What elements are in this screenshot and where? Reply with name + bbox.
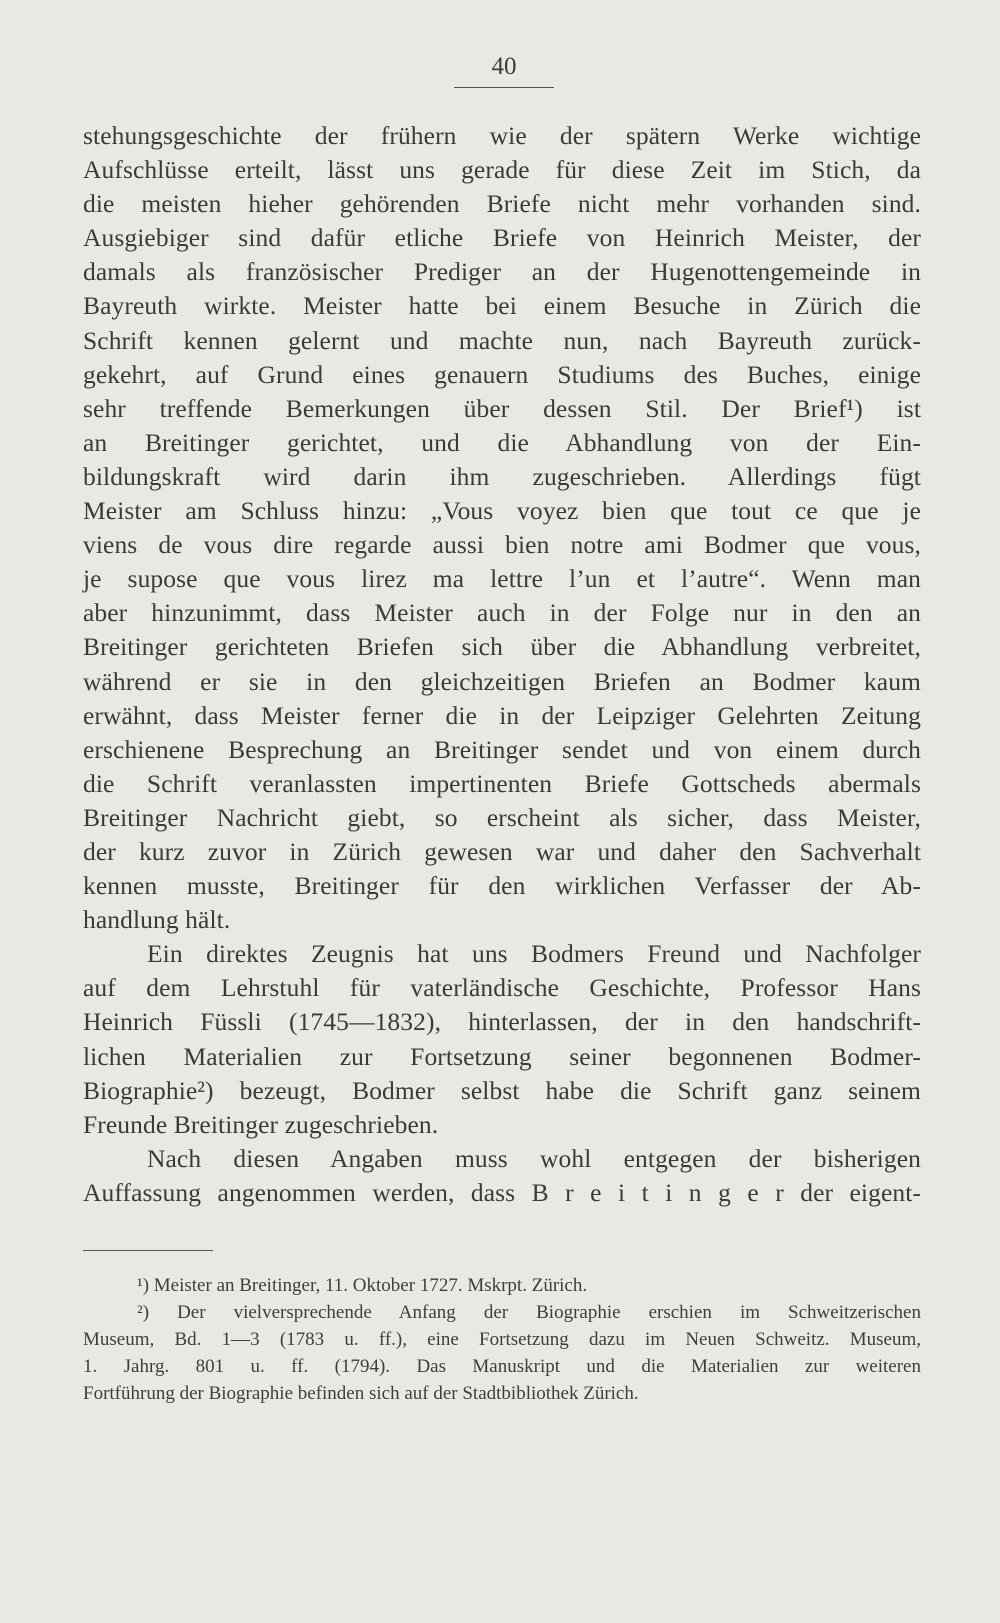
text-line: Breitinger gerichteten Briefen sich über die Abhandlung verbreitet,: [83, 632, 921, 662]
text-line: der kurz zuvor in Zürich gewesen war und daher den Sachverhalt: [83, 836, 921, 866]
text-line: Ausgiebiger sind dafür etliche Briefe von Heinrich Meister, der: [83, 223, 921, 253]
page-number: 40: [491, 53, 517, 80]
text-line: Meister am Schluss hinzu: „Vous voyez bien que tout ce que je: [83, 496, 921, 526]
text-line: Auffassung angenommen werden, dass B r e i t i n g e r der eigent-: [83, 1177, 921, 1207]
text-line: auf dem Lehrstuhl für vaterländische Geschichte, Professor Hans: [83, 973, 921, 1003]
text-line: die Schrift veranlassten impertinenten Briefe Gottscheds abermals: [83, 768, 921, 798]
footnote-line: 1. Jahrg. 801 u. ff. (1794). Das Manuskript und die Materialien zur weiteren: [83, 1356, 921, 1377]
text-line: gekehrt, auf Grund eines genauern Studiums des Buches, einige: [83, 359, 921, 389]
footnotes: [83, 1272, 921, 1407]
footnote-line: ²) Der vielversprechende Anfang der Biographie erschien im Schweitzerischen: [137, 1302, 921, 1323]
body-text: [83, 119, 921, 1210]
footnote-separator: [83, 1250, 213, 1251]
text-line: viens de vous dire regarde aussi bien notre ami Bodmer que vous,: [83, 530, 921, 560]
text-line: Freunde Breitinger zugeschrieben.: [83, 1109, 439, 1139]
text-line: Breitinger Nachricht giebt, so erscheint als sicher, dass Meister,: [83, 802, 921, 832]
text-line: lichen Materialien zur Fortsetzung seiner begonnenen Bodmer-: [83, 1041, 921, 1071]
text-line: erwähnt, dass Meister ferner die in der Leipziger Gelehrten Zeitung: [83, 700, 921, 730]
text-line: kennen musste, Breitinger für den wirklichen Verfasser der Ab-: [83, 871, 921, 901]
footnote-line: Fortführung der Biographie befinden sich auf der Stadtbibliothek Zürich.: [83, 1383, 639, 1404]
text-line: handlung hält.: [83, 905, 231, 935]
text-line: damals als französischer Prediger an der Hugenottengemeinde in: [83, 257, 921, 287]
text-line: sehr treffende Bemerkungen über dessen Stil. Der Brief¹) ist: [83, 393, 921, 423]
text-line: Nach diesen Angaben muss wohl entgegen der bisherigen: [147, 1143, 921, 1173]
text-line: je supose que vous lirez ma lettre l’un et l’autre“. Wenn man: [83, 564, 921, 594]
text-line: Bayreuth wirkte. Meister hatte bei einem Besuche in Zürich die: [83, 291, 921, 321]
text-line: Biographie²) bezeugt, Bodmer selbst habe die Schrift ganz seinem: [83, 1075, 921, 1105]
footnote-line: Museum, Bd. 1—3 (1783 u. ff.), eine Fortsetzung dazu im Neuen Schweitz. Museum,: [83, 1329, 921, 1350]
text-line: Heinrich Füssli (1745—1832), hinterlassen, der in den handschrift-: [83, 1007, 921, 1037]
text-line: aber hinzunimmt, dass Meister auch in der Folge nur in den an: [83, 598, 921, 628]
text-line: Aufschlüsse erteilt, lässt uns gerade für diese Zeit im Stich, da: [83, 155, 921, 185]
text-line: stehungsgeschichte der frühern wie der spätern Werke wichtige: [83, 121, 921, 150]
text-line: bildungskraft wird darin ihm zugeschrieben. Allerdings fügt: [83, 461, 921, 491]
text-line: an Breitinger gerichtet, und die Abhandlung von der Ein-: [83, 427, 921, 457]
text-line: Schrift kennen gelernt und machte nun, nach Bayreuth zurück-: [83, 325, 921, 355]
text-line: erschienene Besprechung an Breitinger sendet und von einem durch: [83, 734, 921, 764]
text-line: die meisten hieher gehörenden Briefe nicht mehr vorhanden sind.: [83, 189, 921, 219]
text-line: Ein direktes Zeugnis hat uns Bodmers Freund und Nachfolger: [147, 939, 921, 969]
text-line: während er sie in den gleichzeitigen Briefen an Bodmer kaum: [83, 666, 921, 696]
footnote-line: ¹) Meister an Breitinger, 11. Oktober 1727. Mskrpt. Zürich.: [137, 1275, 588, 1296]
page-number-rule: [454, 87, 554, 88]
